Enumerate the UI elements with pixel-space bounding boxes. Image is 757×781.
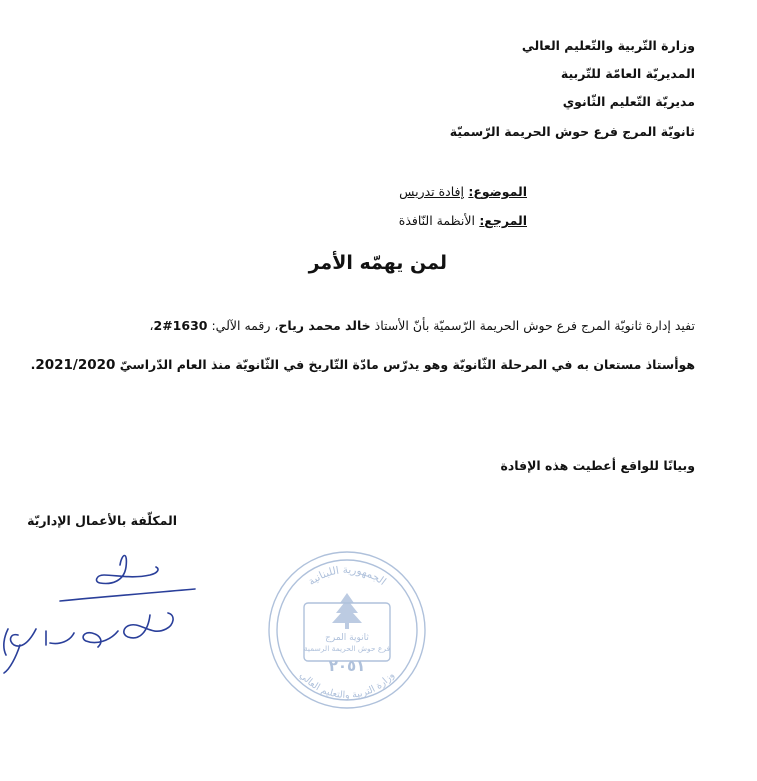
body-line2-start: هوأستاذ مستعان به في المرحلة الثّانويّة وهو يدرّس مادّة التّاريخ في الثّانويّة منذ العام الدّراسيّ [115, 357, 695, 372]
body-line-1 [149, 318, 695, 333]
body-line1-mid: ، رقمه الآلي: [207, 318, 279, 333]
stamp-inner-ring [277, 560, 417, 700]
header-school: ثانويّة المرج فرع حوش الحريمة الرّسميّة [449, 124, 695, 139]
header-ministry: وزارة التّربية والتّعليم العالي [521, 38, 695, 53]
stamp-code: ٢٠٥١ [328, 657, 366, 675]
signature-stroke-bottom-1 [124, 613, 173, 638]
teacher-number: 2#1630 [153, 318, 208, 333]
header-secondary: مديريّة التّعليم الثّانوي [562, 94, 695, 109]
subject-value: إفادة تدريس [399, 184, 464, 199]
teacher-name: خالد محمد رياح [278, 318, 371, 333]
body-line-2 [31, 357, 695, 373]
page-title: لمن يهمّه الأمر [308, 252, 447, 274]
reference-line [399, 213, 527, 228]
signature-stroke-tail [4, 645, 20, 673]
subject-line [399, 184, 527, 199]
reference-value: الأنظمة النّافذة [398, 213, 475, 228]
body-line1-start: تفيد إدارة ثانويّة المرج فرع حوش الحريمة الرّسميّة بأنّ الأستاذ [370, 318, 695, 333]
signature-role: المكلّفة بالأعمال الإداريّة [27, 513, 177, 528]
signature-underline [60, 589, 195, 601]
signature-stroke-left [4, 629, 8, 655]
signature-stroke-bottom-4 [11, 629, 36, 646]
closing-line: وبيانًا للواقع أعطيت هذه الإفادة [500, 458, 695, 473]
reference-label: المرجع: [479, 213, 527, 228]
signature-stroke-bottom-2 [83, 631, 118, 647]
stamp-outer-text-bottom: وزارة التربية والتعليم العالي [297, 669, 397, 701]
body-line2-end: . [30, 357, 36, 372]
stamp-cedar-icon [332, 593, 362, 629]
stamp-school-line2: فرع حوش الحريمة الرسمية [303, 644, 391, 653]
body-line1-end: ، [149, 318, 154, 333]
signature-stroke-top [97, 556, 158, 584]
subject-label: الموضوع: [468, 184, 527, 199]
official-stamp [262, 545, 432, 715]
header-directorate: المديريّة العامّة للتّربية [560, 66, 695, 81]
academic-year: 2021/2020 [35, 357, 116, 373]
stamp-school-line1: ثانوية المرج [325, 633, 369, 643]
handwritten-signature [0, 545, 210, 695]
signature-stroke-bottom-3 [46, 631, 74, 645]
stamp-outer-text-top: الجمهورية اللبنانية [305, 563, 389, 588]
